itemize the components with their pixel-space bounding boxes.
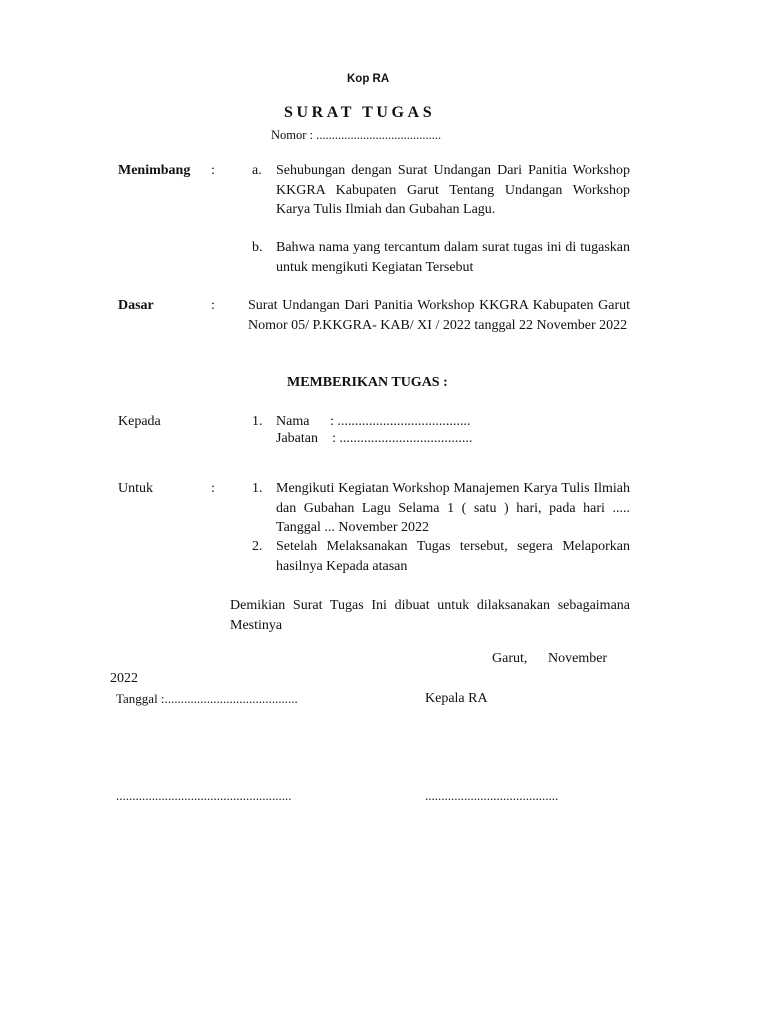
left-signature-line: ...................................................... xyxy=(116,788,292,803)
menimbang-marker-b: b. xyxy=(252,240,263,255)
menimbang-label: Menimbang xyxy=(118,163,191,178)
closing-statement: Demikian Surat Tugas Ini dibuat untuk dilaksanakan sebagaimana Mestinya xyxy=(230,598,630,633)
menimbang-colon: : xyxy=(211,163,215,178)
nama-label: Nama xyxy=(276,414,310,429)
right-signature-line: ......................................... xyxy=(425,788,559,803)
untuk-marker-2: 2. xyxy=(252,539,263,554)
dasar-colon: : xyxy=(211,298,215,313)
dasar-text: Surat Undangan Dari Panitia Workshop KKGRA Kabupaten Garut Nomor 05/ P.KKGRA- KAB/ XI / 2022 tanggal 22 November 2022 xyxy=(248,298,630,333)
tanggal-field: Tanggal :......................................... xyxy=(116,691,298,706)
document-number: Nomor : ........................................ xyxy=(271,128,442,142)
kepala-ra-label: Kepala RA xyxy=(425,691,488,706)
dasar-label: Dasar xyxy=(118,298,154,313)
date-year: 2022 xyxy=(110,671,138,686)
letterhead-kop: Kop RA xyxy=(347,73,390,85)
kepada-marker: 1. xyxy=(252,414,263,429)
menimbang-item-a: Sehubungan dengan Surat Undangan Dari Panitia Workshop KKGRA Kabupaten Garut Tentang Undangan Workshop Karya Tulis Ilmiah dan Gubahan Lagu. xyxy=(276,163,630,217)
menimbang-item-b: Bahwa nama yang tercantum dalam surat tugas ini di tugaskan untuk mengikuti Kegiatan Tersebut xyxy=(276,240,630,275)
date-month: November xyxy=(548,651,608,666)
kepada-label: Kepada xyxy=(118,414,161,429)
memberikan-tugas-heading: MEMBERIKAN TUGAS : xyxy=(287,375,448,390)
document-title: SURAT TUGAS xyxy=(284,104,436,121)
untuk-item-2: Setelah Melaksanakan Tugas tersebut, segera Melaporkan hasilnya Kepada atasan xyxy=(276,539,630,574)
untuk-item-1: Mengikuti Kegiatan Workshop Manajemen Karya Tulis Ilmiah dan Gubahan Lagu Selama 1 ( satu ) hari, pada hari ..... Tanggal ... November 2022 xyxy=(276,481,630,535)
menimbang-marker-a: a. xyxy=(252,163,262,178)
jabatan-label: Jabatan xyxy=(276,431,318,446)
untuk-colon: : xyxy=(211,481,215,496)
untuk-label: Untuk xyxy=(118,481,153,496)
place-name: Garut, xyxy=(492,651,528,666)
untuk-marker-1: 1. xyxy=(252,481,263,496)
jabatan-value: : ...................................... xyxy=(332,431,473,446)
nama-value: : ...................................... xyxy=(330,414,471,429)
